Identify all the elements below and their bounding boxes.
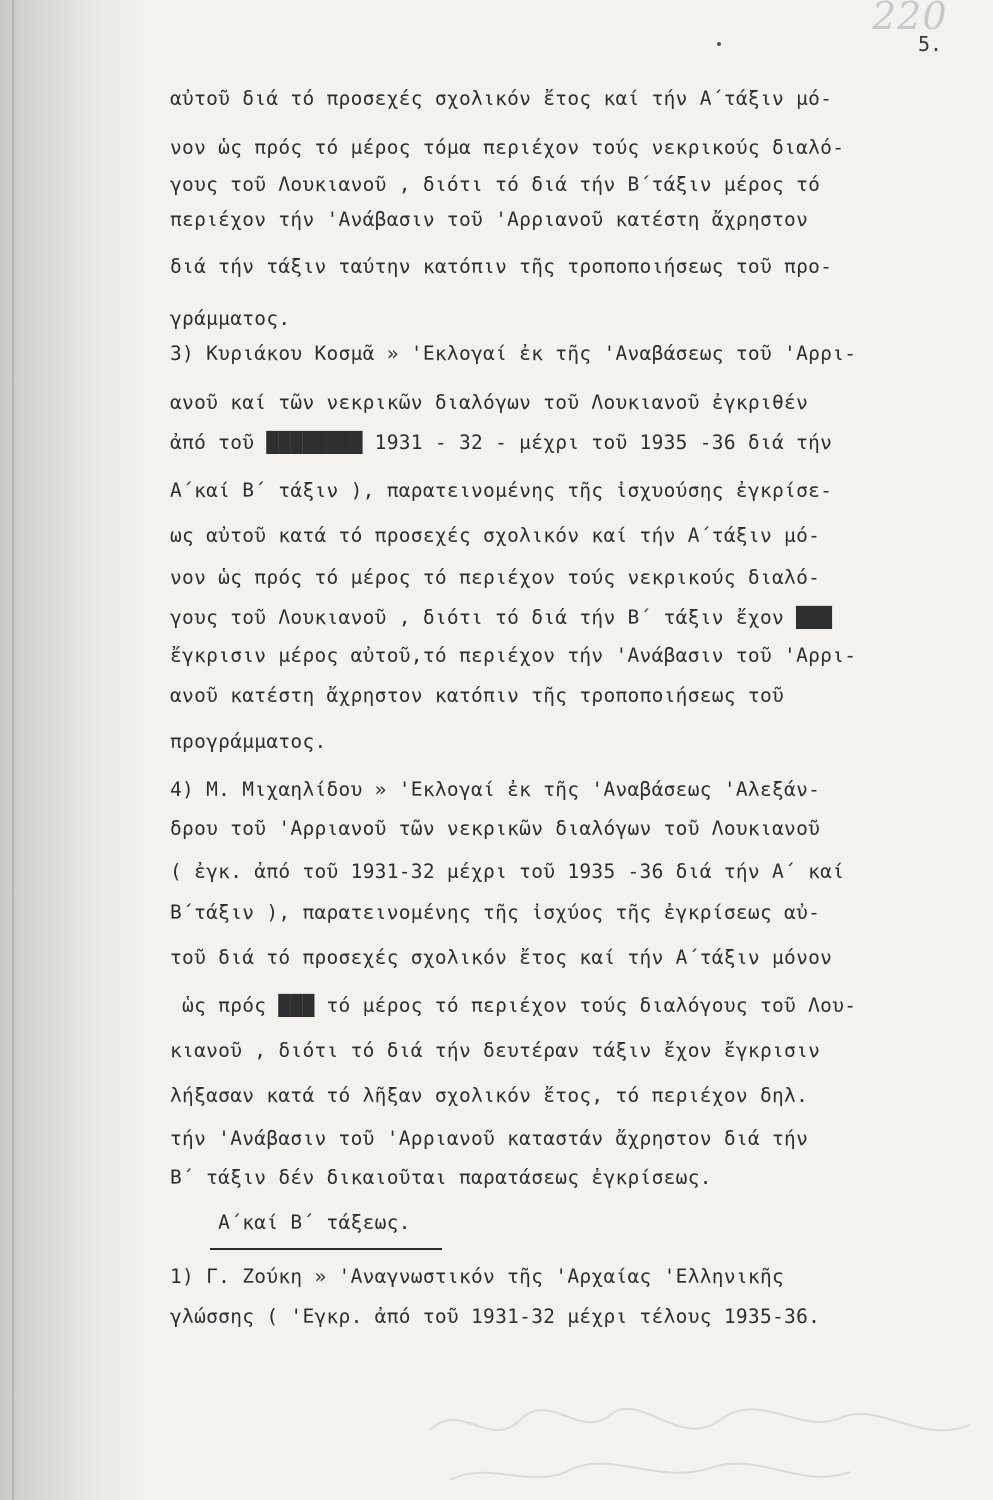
binding-edge-line [12,0,14,1500]
text-line: περιέχον τήν 'Ανάβασιν τοῦ 'Αρριανοῦ κατέστη ἄχρηστον [170,208,809,231]
text-line: αὐτοῦ διά τό προσεχές σχολικόν ἔτος καί τήν Α΄τάξιν μό- [170,87,833,110]
text-line: ὡς πρός ███ τό μέρος τό περιέχον τούς διαλόγους τοῦ Λου- [170,994,857,1017]
handwritten-page-number: 220 [872,0,948,38]
heading-underline [210,1248,442,1250]
bleed-through-handwriting [420,1390,980,1500]
text-line: Α΄καί Β΄ τάξιν ), παρατεινομένης τῆς ἰσχυούσης ἐγκρίσε- [170,479,833,502]
text-line: γλώσσης ( 'Εγκρ. ἀπό τοῦ 1931-32 μέχρι τέλους 1935-36. [170,1305,821,1328]
text-line: 4) Μ. Μιχαηλίδου » 'Εκλογαί ἐκ τῆς 'Αναβάσεως 'Αλεξάν- [170,778,821,801]
text-line: Β΄ τάξιν δέν δικαιοῦται παρατάσεως ἐγκρίσεως. [170,1166,712,1189]
text-line: τοῦ διά τό προσεχές σχολικόν ἔτος καί τήν Α΄τάξιν μόνον [170,946,833,969]
page-number: 5. [918,32,943,56]
text-line: Β΄τάξιν ), παρατεινομένης τῆς ἰσχύος τῆς ἐγκρίσεως αὐ- [170,901,821,924]
text-line: διά τήν τάξιν ταύτην κατόπιν τῆς τροποποιήσεως τοῦ προ- [170,255,833,278]
text-line: 3) Κυριάκου Κοσμᾶ » 'Εκλογαί ἐκ τῆς 'Αναβάσεως τοῦ 'Αρρι- [170,342,857,365]
text-line: ἔγκρισιν μέρος αὐτοῦ,τό περιέχον τήν 'Ανάβασιν τοῦ 'Αρρι- [170,644,857,667]
ink-dot [717,42,721,46]
section-heading: Α΄καί Β΄ τάξεως. [170,1211,411,1234]
text-line: νον ὡς πρός τό μέρος τόμα περιέχον τούς νεκρικούς διαλό- [170,136,845,159]
text-line: γους τοῦ Λουκιανοῦ , διότι τό διά τήν Β΄ τάξιν ἔχον ███ [170,606,833,629]
text-line: τήν 'Ανάβασιν τοῦ 'Αρριανοῦ καταστάν ἄχρηστον διά τήν [170,1127,809,1150]
text-line: ανοῦ κατέστη ἄχρηστον κατόπιν τῆς τροποποιήσεως τοῦ [170,684,785,707]
text-line: ἀπό τοῦ ████████ 1931 - 32 - μέχρι τοῦ 1935 -36 διά τήν [170,431,833,454]
text-line: ανοῦ καί τῶν νεκρικῶν διαλόγων τοῦ Λουκιανοῦ ἐγκριθέν [170,391,809,414]
text-line: νον ὡς πρός τό μέρος τό περιέχον τούς νεκρικούς διαλό- [170,566,821,589]
binding-shadow [0,0,150,1500]
text-line: ( ἐγκ. ἀπό τοῦ 1931-32 μέχρι τοῦ 1935 -36 διά τήν Α΄ καί [170,860,845,883]
text-line: προγράμματος. [170,730,327,753]
text-line: ως αὐτοῦ κατά τό προσεχές σχολικόν καί τήν Α΄τάξιν μό- [170,524,821,547]
text-line: γράμματος. [170,307,291,330]
text-line: δρου τοῦ 'Αρριανοῦ τῶν νεκρικῶν διαλόγων τοῦ Λουκιανοῦ [170,817,821,840]
text-line: 1) Γ. Ζούκη » 'Αναγνωστικόν τῆς 'Αρχαίας 'Ελληνικῆς [170,1265,785,1288]
text-line: λήξασαν κατά τό λῆξαν σχολικόν ἔτος, τό περιέχον δηλ. [170,1084,809,1107]
text-line: γους τοῦ Λουκιανοῦ , διότι τό διά τήν Β΄τάξιν μέρος τό [170,173,821,196]
text-line: κιανοῦ , διότι τό διά τήν δευτέραν τάξιν ἔχον ἔγκρισιν [170,1039,821,1062]
